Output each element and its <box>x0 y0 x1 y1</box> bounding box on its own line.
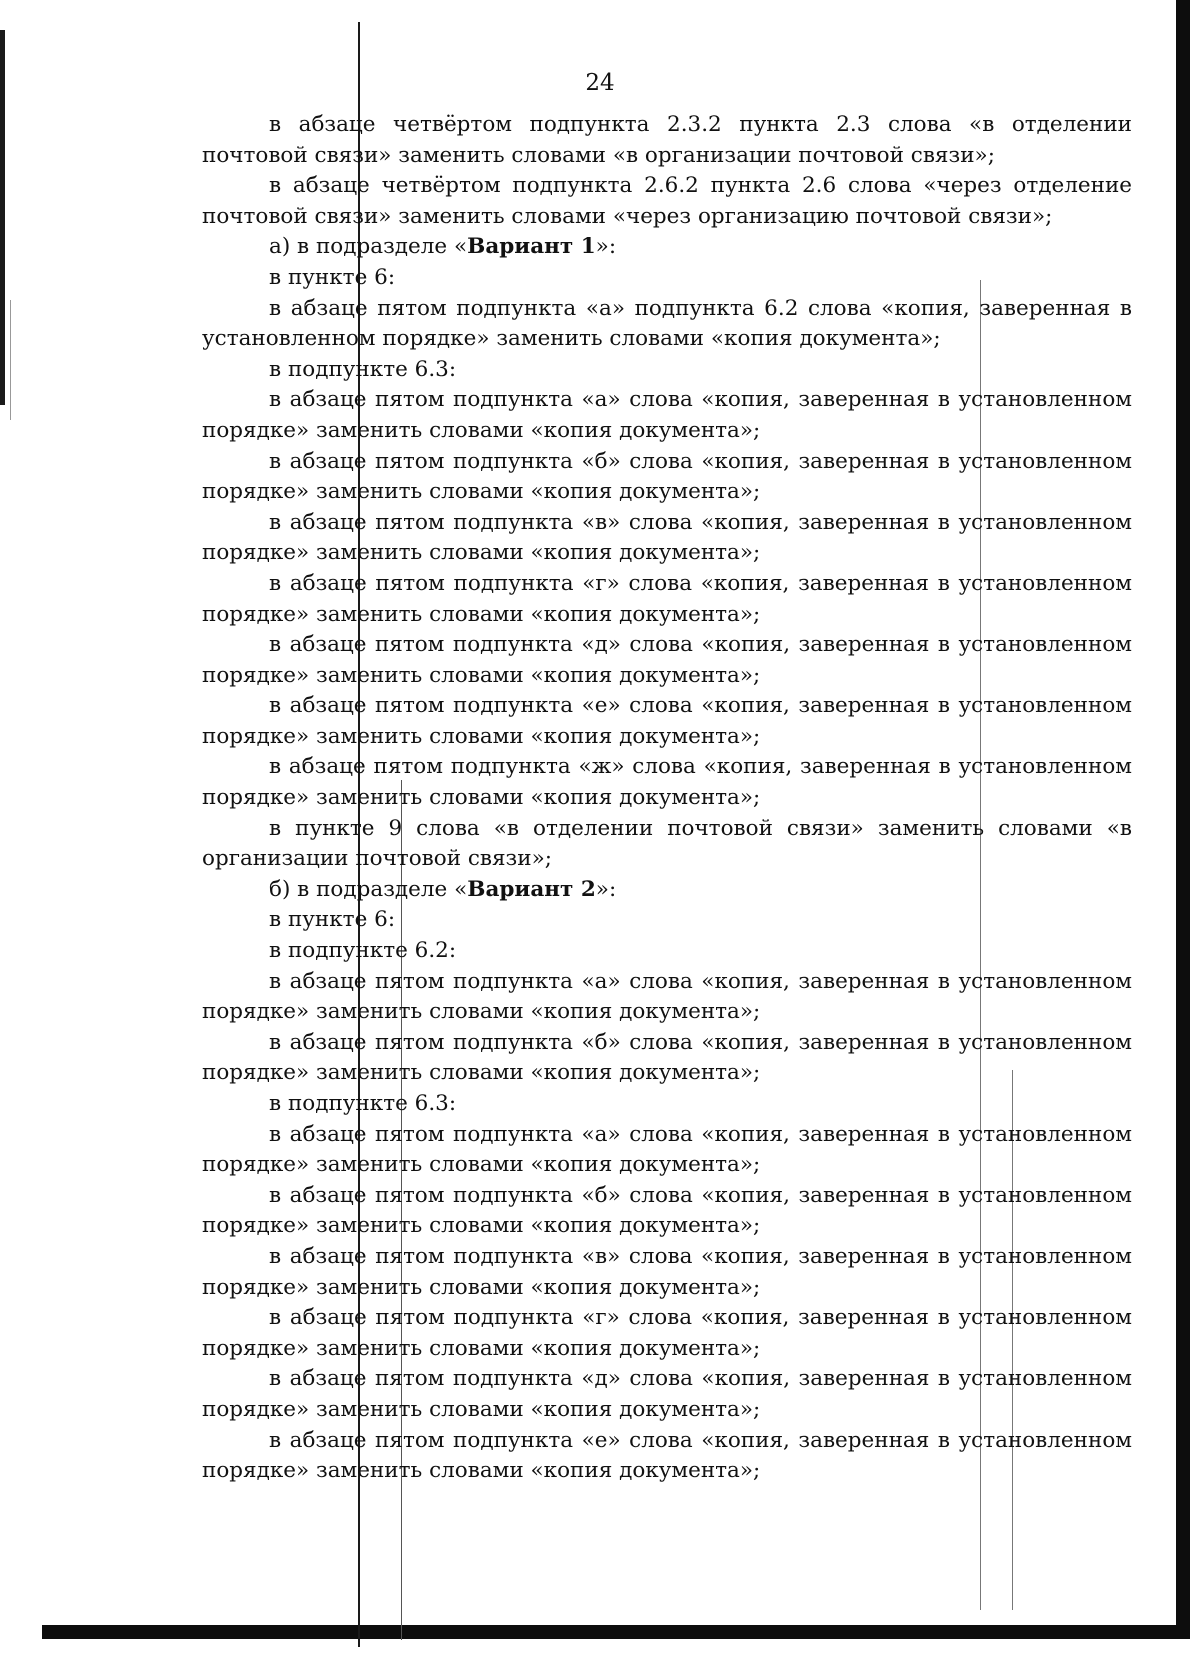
paragraph: в подпункте 6.3: <box>269 356 457 382</box>
paragraph: в абзаце пятом подпункта «е» слова «копия, заверенная в установленном порядке» заменить словами «копия документа»; <box>202 693 1132 749</box>
subsection-title: Вариант 2 <box>467 876 596 902</box>
paragraph: в абзаце четвёртом подпункта 2.3.2 пункта 2.3 слова «в отделении почтовой связи» заменить словами «в организации почтовой связи»; <box>202 112 1132 168</box>
paragraph: в абзаце пятом подпункта «г» слова «копия, заверенная в установленном порядке» заменить словами «копия документа»; <box>202 1305 1132 1361</box>
paragraph: в пункте 6: <box>269 907 396 933</box>
paragraph: в пункте 6: <box>269 264 396 290</box>
paragraph: в абзаце пятом подпункта «в» слова «копия, заверенная в установленном порядке» заменить словами «копия документа»; <box>202 509 1132 566</box>
paragraph: в абзаце пятом подпункта «ж» слова «копия, заверенная в установленном порядке» заменить словами «копия документа»; <box>202 754 1132 811</box>
paragraph: в подпункте 6.3: <box>269 1091 457 1116</box>
scan-bottom-border <box>42 1625 1190 1639</box>
paragraph <box>202 875 1132 906</box>
paragraph: в абзаце пятом подпункта «а» слова «копия, заверенная в установленном порядке» заменить словами «копия документа»; <box>202 387 1132 443</box>
paragraph: в абзаце пятом подпункта «е» слова «копия, заверенная в установленном порядке» заменить словами «копия документа»; <box>202 1427 1132 1484</box>
paragraph: в абзаце пятом подпункта «д» слова «копия, заверенная в установленном порядке» заменить словами «копия документа»; <box>202 632 1132 688</box>
paragraph: в абзаце пятом подпункта «д» слова «копия, заверенная в установленном порядке» заменить словами «копия документа»; <box>202 1366 1132 1422</box>
paragraph: в абзаце пятом подпункта «в» слова «копия, заверенная в установленном порядке» заменить словами «копия документа»; <box>202 1243 1132 1300</box>
paragraph: в абзаце пятом подпункта «а» слова «копия, заверенная в установленном порядке» заменить словами «копия документа»; <box>202 968 1132 1025</box>
document-body <box>202 110 1132 1487</box>
paragraph: в абзаце пятом подпункта «а» подпункта 6.2 слова «копия, заверенная в установленном порядке» заменить словами «копия документа»; <box>202 295 1132 352</box>
page-number: 24 <box>585 70 615 96</box>
paragraph: в абзаце пятом подпункта «г» слова «копия, заверенная в установленном порядке» заменить словами «копия документа»; <box>202 570 1132 627</box>
paragraph: в подпункте 6.2: <box>269 938 457 964</box>
paragraph: в пункте 9 слова «в отделении почтовой связи» заменить словами «в организации почтовой связи»; <box>202 815 1132 872</box>
paragraph: в абзаце четвёртом подпункта 2.6.2 пункта 2.6 слова «через отделение почтовой связи» заменить словами «через организацию почтовой связи»; <box>202 173 1132 229</box>
paragraph-text: »: <box>595 234 617 260</box>
paragraph: в абзаце пятом подпункта «б» слова «копия, заверенная в установленном порядке» заменить словами «копия документа»; <box>202 1029 1132 1086</box>
paragraph-text: а) в подразделе « <box>269 234 468 260</box>
subsection-title: Вариант 1 <box>467 234 596 260</box>
scan-faint-mark <box>10 300 11 420</box>
paragraph: в абзаце пятом подпункта «а» слова «копия, заверенная в установленном порядке» заменить словами «копия документа»; <box>202 1121 1132 1178</box>
paragraph-text: »: <box>595 876 617 902</box>
paragraph: в абзаце пятом подпункта «б» слова «копия, заверенная в установленном порядке» заменить словами «копия документа»; <box>202 1182 1132 1239</box>
paragraph: в абзаце пятом подпункта «б» слова «копия, заверенная в установленном порядке» заменить словами «копия документа»; <box>202 448 1132 505</box>
paragraph-text: б) в подразделе « <box>269 876 468 902</box>
scan-right-border <box>1176 0 1190 1639</box>
paragraph <box>202 232 1132 263</box>
